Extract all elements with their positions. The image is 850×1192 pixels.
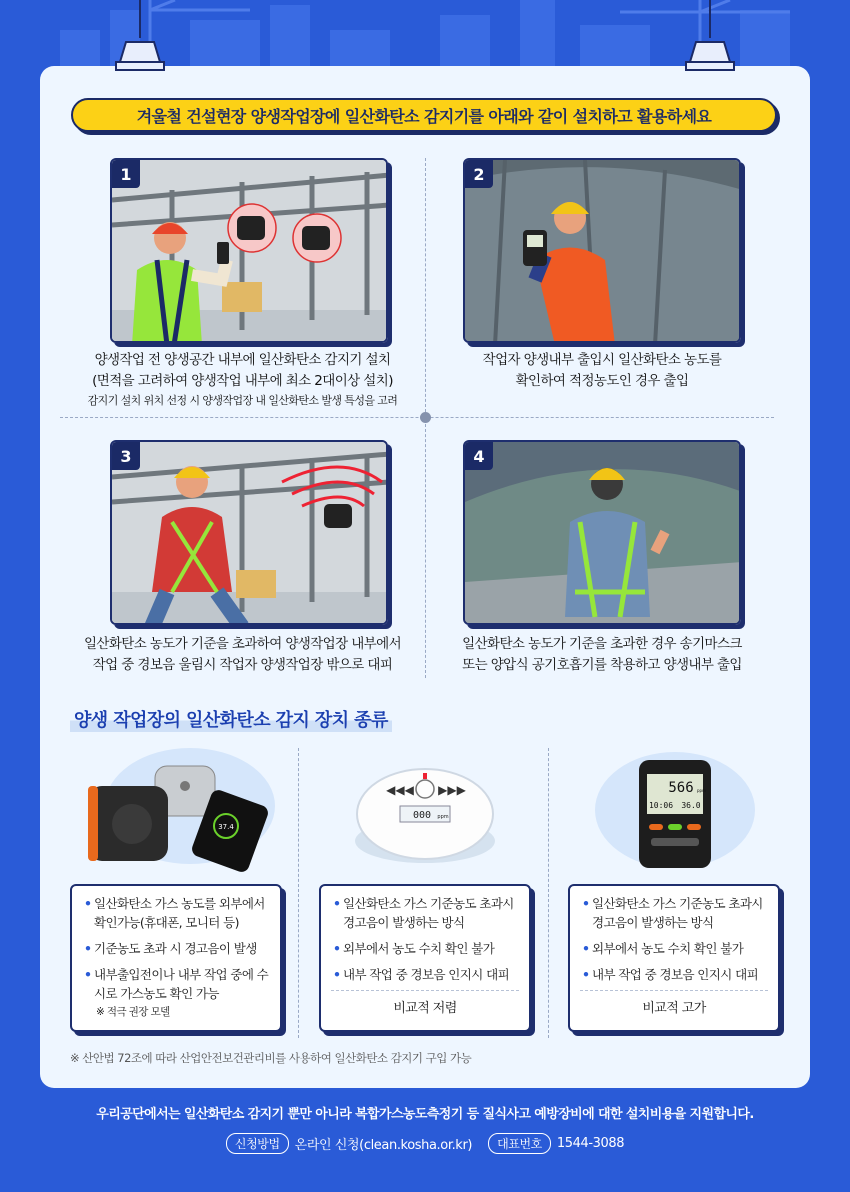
- device-3-item-2: • 외부에서 농도 수치 확인 불가: [582, 939, 770, 958]
- alarm-unit: ppm: [437, 814, 449, 820]
- device-3-item-3: • 내부 작업 중 경보음 인지시 대피: [582, 965, 770, 984]
- step-number-badge: 2: [465, 160, 493, 188]
- device-2-card: [319, 884, 531, 1032]
- step-1-note: 감지기 설치 위치 선정 시 양생작업장 내 일산화탄소 발생 특성을 고려: [87, 394, 398, 407]
- step-3-caption: [60, 634, 425, 676]
- divider-center-dot: [420, 412, 431, 423]
- step-1-line-2: (면적을 고려하여 양생작업 내부에 최소 2대이상 설치): [92, 373, 393, 389]
- meter-time: 10:06: [648, 801, 674, 810]
- alarm-display: 000: [412, 810, 432, 821]
- device-3-price-note: 비교적 고가: [580, 990, 768, 1018]
- step-number-badge: 4: [465, 442, 493, 470]
- device-1-item-1: • 일산화탄소 가스 농도를 외부에서 확인가능(휴대폰, 모니터 등): [84, 894, 272, 932]
- svg-text:▶▶▶: ▶▶▶: [438, 783, 466, 797]
- device-1-item-2: • 기준농도 초과 시 경고음이 발생: [84, 939, 272, 958]
- phone-reading: 37.4: [218, 823, 234, 831]
- device-3-item-1: • 일산화탄소 가스 기준농도 초과시 경고음이 발생하는 방식: [582, 894, 770, 932]
- apply-method-link[interactable]: 온라인 신청(clean.kosha.or.kr): [294, 1138, 473, 1153]
- hanging-lamp-left-icon: [112, 0, 168, 76]
- meter-temp: 36.0: [681, 801, 701, 810]
- ceiling-co-alarm-illustration: [310, 746, 540, 874]
- step-4-illustration: [463, 440, 741, 625]
- phone-label: 대표번호: [488, 1133, 551, 1154]
- phone-number[interactable]: 1544-3088: [556, 1136, 625, 1151]
- divider-device-2: [548, 748, 549, 1038]
- step-4-line-2: 또는 양압식 공기호흡기를 착용하고 양생내부 출입: [462, 657, 742, 673]
- device-1-item-3: • 내부출입전이나 내부 작업 중에 수시로 가스농도 확인 가능: [84, 965, 272, 1003]
- law-footnote: ※ 산안법 72조에 따라 산업안전보건관리비를 사용하여 일산화탄소 감지기 구입 가능: [70, 1051, 472, 1065]
- step-2-line-2: 확인하여 적정농도인 경우 출입: [515, 373, 689, 389]
- device-2-item-3: • 내부 작업 중 경보음 인지시 대피: [333, 965, 521, 984]
- meter-reading: 566: [668, 780, 694, 796]
- device-3-card: [568, 884, 780, 1032]
- meter-unit: ppm: [697, 788, 706, 793]
- divider-horizontal: [60, 417, 774, 418]
- step-2-caption: [430, 350, 774, 392]
- device-1-recommend-note: ※ 적극 권장 모델: [96, 1006, 170, 1018]
- svg-text:◀◀◀: ◀◀◀: [386, 783, 414, 797]
- step-1-caption: [60, 350, 425, 410]
- apply-method-label: 신청방법: [226, 1133, 289, 1154]
- step-2-line-1: 작업자 양생내부 출입시 일산화탄소 농도를: [482, 352, 722, 368]
- device-2-item-1: • 일산화탄소 가스 기준농도 초과시 경고음이 발생하는 방식: [333, 894, 521, 932]
- step-4-caption: [430, 634, 774, 676]
- contact-info: [0, 1133, 850, 1154]
- step-3-line-1: 일산화탄소 농도가 기준을 초과하여 양생작업장 내부에서: [83, 636, 402, 652]
- step-1-illustration: [110, 158, 388, 343]
- portable-co-meter-illustration: [555, 746, 785, 874]
- support-notice: 우리공단에서는 일산화탄소 감지기 뿐만 아니라 복합가스농도측정기 등 질식사고 예방장비에 대한 설치비용을 지원합니다.: [96, 1107, 754, 1122]
- device-1-card: [70, 884, 282, 1032]
- step-2-illustration: [463, 158, 741, 343]
- step-3-line-2: 작업 중 경보음 울림시 작업자 양생작업장 밖으로 대피: [92, 657, 393, 673]
- wireless-co-detector-illustration: [70, 746, 300, 874]
- device-2-price-note: 비교적 저렴: [331, 990, 519, 1018]
- step-4-line-1: 일산화탄소 농도가 기준을 초과한 경우 송기마스크: [462, 636, 742, 652]
- hanging-lamp-right-icon: [682, 0, 738, 76]
- step-1-line-1: 양생작업 전 양생공간 내부에 일산화탄소 감지기 설치: [94, 352, 391, 368]
- step-3-illustration: [110, 440, 388, 625]
- step-number-badge: 1: [112, 160, 140, 188]
- device-types-heading: 양생 작업장의 일산화탄소 감지 장치 종류: [70, 706, 392, 732]
- page-title: 겨울철 건설현장 양생작업장에 일산화탄소 감지기를 아래와 같이 설치하고 활용하세요: [71, 98, 777, 132]
- device-2-item-2: • 외부에서 농도 수치 확인 불가: [333, 939, 521, 958]
- step-number-badge: 3: [112, 442, 140, 470]
